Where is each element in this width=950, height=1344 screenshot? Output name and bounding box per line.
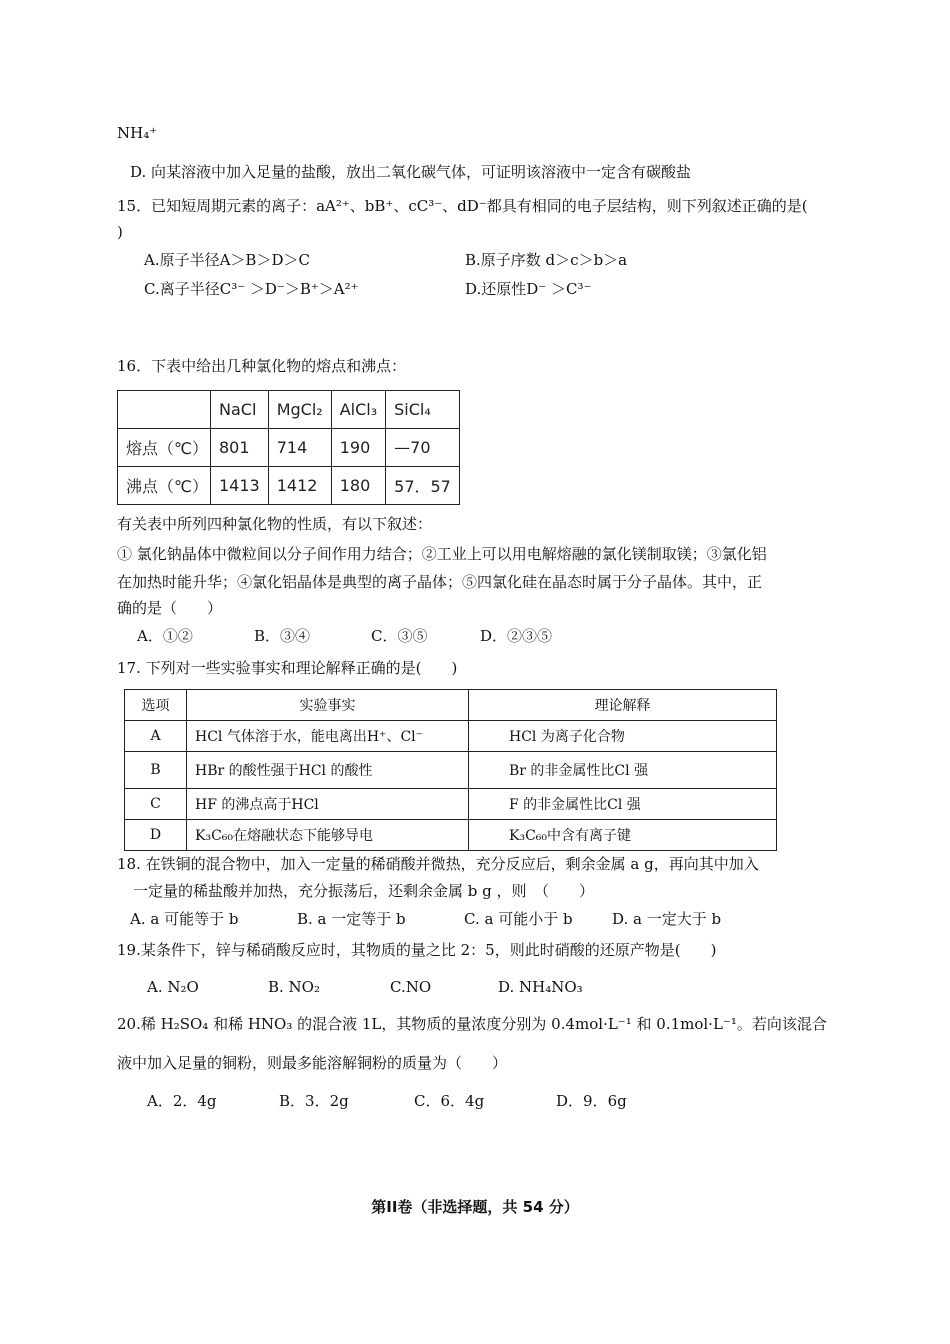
q19-option-a: A. N₂O (147, 978, 199, 996)
table-row (118, 467, 460, 505)
q18-stem: 18. 在铁铜的混合物中，加入一定量的稀硝酸并微热，充分反应后，剩余金属 a g，再向其中加入 (117, 855, 759, 873)
q20-option-a: A．2．4g (147, 1092, 217, 1110)
table-cell: B (125, 752, 187, 789)
q16-statement-line: ① 氯化钠晶体中微粒间以分子间作用力结合；②工业上可以用电解熔融的氯化镁制取镁；③氯化铝 (117, 545, 767, 563)
table-cell: 190 (331, 429, 385, 467)
table-cell: 实验事实 (187, 690, 469, 721)
q17-stem: 17. 下列对一些实验事实和理论解释正确的是( ) (117, 659, 458, 677)
q19-option-c: C.NO (390, 978, 432, 996)
table-cell: 57．57 (386, 467, 460, 505)
q19-option-d: D. NH₄NO₃ (498, 978, 583, 996)
table-cell: NaCl (211, 391, 269, 429)
q14-option-d: D. 向某溶液中加入足量的盐酸，放出二氧化碳气体，可证明该溶液中一定含有碳酸盐 (130, 163, 692, 181)
table-cell: HF 的沸点高于HCl (187, 789, 469, 820)
q15-option-c: C.离子半径C³⁻ ＞D⁻＞B⁺＞A²⁺ (144, 280, 359, 298)
table-cell: 沸点（℃） (118, 467, 211, 505)
q16-option-c: C．③⑤ (371, 627, 428, 645)
table-cell: SiCl₄ (386, 391, 460, 429)
table-cell: A (125, 721, 187, 752)
q14-tail-line: NH₄⁺ (117, 124, 158, 142)
table-cell: D (125, 820, 187, 851)
q15-option-d: D.还原性D⁻ ＞C³⁻ (465, 280, 592, 298)
q18-option-d: D. a 一定大于 b (612, 910, 722, 928)
q18-option-a: A. a 可能等于 b (130, 910, 239, 928)
table-cell: K₃C₆₀中含有离子键 (469, 820, 777, 851)
table-row (125, 789, 777, 820)
q15-option-b: B.原子序数 d＞c＞b＞a (465, 251, 628, 269)
table-cell (118, 391, 211, 429)
table-cell: K₃C₆₀在熔融状态下能够导电 (187, 820, 469, 851)
q16-option-a: A．①② (137, 627, 193, 645)
table-header-row (125, 690, 777, 721)
q16-intro: 有关表中所列四种氯化物的性质，有以下叙述： (117, 515, 433, 533)
table-cell: 选项 (125, 690, 187, 721)
table-cell: 理论解释 (469, 690, 777, 721)
table-cell: C (125, 789, 187, 820)
table-cell: 1413 (211, 467, 269, 505)
table-cell: 熔点（℃） (118, 429, 211, 467)
table-cell: 1412 (268, 467, 331, 505)
q16-statement-line: 确的是（ ） (117, 599, 223, 617)
table-cell: HCl 为离子化合物 (469, 721, 777, 752)
q16-option-b: B．③④ (254, 627, 311, 645)
q20-option-b: B．3．2g (279, 1092, 349, 1110)
q16-statement-line: 在加热时能升华；④氯化铝晶体是典型的离子晶体；⑤四氯化硅在晶态时属于分子晶体。其中，正 (117, 573, 763, 591)
table-header-row (118, 391, 460, 429)
table-cell: 180 (331, 467, 385, 505)
q18-stem-cont: 一定量的稀盐酸并加热，充分振荡后，还剩余金属 b g ，则 （ ） (133, 882, 595, 900)
q16-chloride-table (117, 390, 460, 505)
table-row (125, 721, 777, 752)
table-row (118, 429, 460, 467)
table-cell: 714 (268, 429, 331, 467)
table-row (125, 752, 777, 789)
q19-option-b: B. NO₂ (268, 978, 320, 996)
q18-option-b: B. a 一定等于 b (297, 910, 406, 928)
table-cell: 801 (211, 429, 269, 467)
q16-stem: 16．下表中给出几种氯化物的熔点和沸点： (117, 357, 407, 375)
section-title: 第II卷（非选择题，共 54 分） (371, 1198, 579, 1216)
table-cell: MgCl₂ (268, 391, 331, 429)
table-cell: —70 (386, 429, 460, 467)
table-cell: HBr 的酸性强于HCl 的酸性 (187, 752, 469, 789)
q19-stem: 19.某条件下，锌与稀硝酸反应时，其物质的量之比 2：5，则此时硝酸的还原产物是( ) (117, 941, 717, 959)
q20-stem-cont: 液中加入足量的铜粉，则最多能溶解铜粉的质量为（ ） (117, 1054, 508, 1072)
q15-stem: 15．已知短周期元素的离子：aA²⁺、bB⁺、cC³⁻、dD⁻都具有相同的电子层结构，则下列叙述正确的是( (117, 197, 808, 215)
table-cell: HCl 气体溶于水，能电离出H⁺、Cl⁻ (187, 721, 469, 752)
table-cell: AlCl₃ (331, 391, 385, 429)
q15-stem-close: ) (117, 223, 123, 241)
q18-option-c: C. a 可能小于 b (464, 910, 573, 928)
table-row (125, 820, 777, 851)
q15-option-a: A.原子半径A＞B＞D＞C (144, 251, 310, 269)
q17-explanation-table (124, 689, 777, 851)
table-cell: Br 的非金属性比Cl 强 (469, 752, 777, 789)
q20-option-c: C．6．4g (414, 1092, 485, 1110)
table-cell: F 的非金属性比Cl 强 (469, 789, 777, 820)
q16-option-d: D．②③⑤ (480, 627, 553, 645)
q20-stem: 20.稀 H₂SO₄ 和稀 HNO₃ 的混合液 1L，其物质的量浓度分别为 0.4mol·L⁻¹ 和 0.1mol·L⁻¹。若向该混合 (117, 1015, 827, 1033)
q20-option-d: D．9．6g (556, 1092, 627, 1110)
